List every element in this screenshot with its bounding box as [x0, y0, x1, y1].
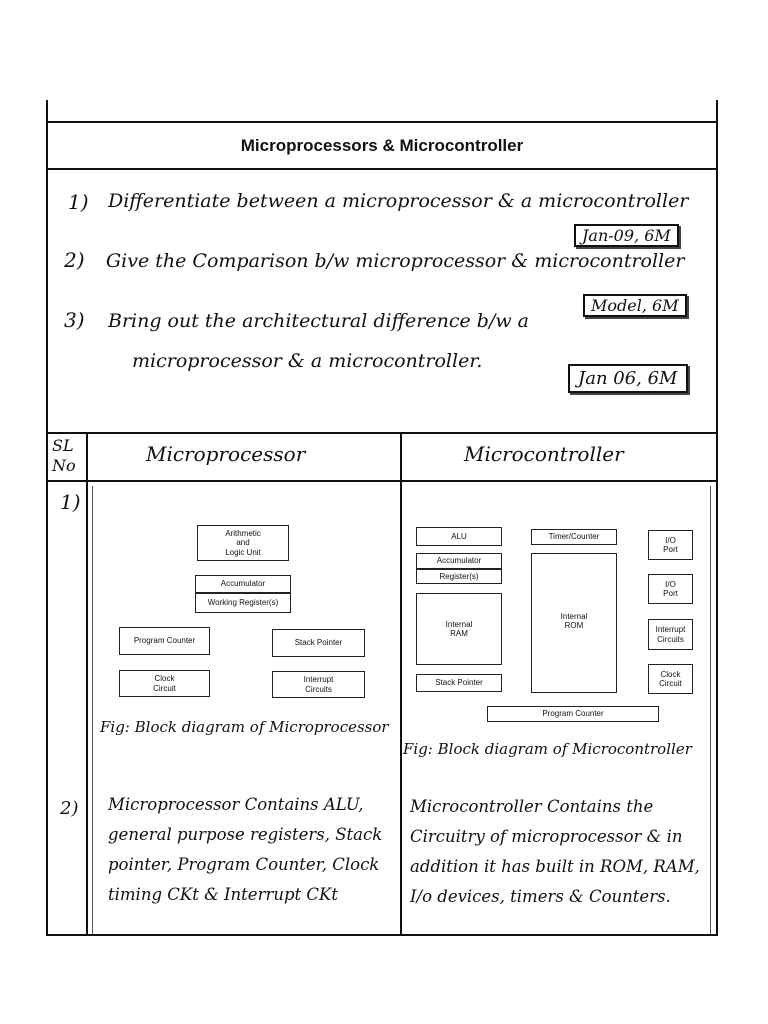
question-3-text-line1: Bring out the architectural difference b/w a — [108, 310, 529, 332]
col-divider-mid — [400, 432, 402, 935]
table-top-border — [46, 432, 718, 434]
question-2-text: Give the Comparison b/w microprocessor & microcontroller — [106, 250, 685, 272]
mc-clock-circuit-block: Clock Circuit — [648, 664, 693, 694]
inner-left-rule — [92, 486, 93, 934]
tag-jan-06: Jan 06, 6M — [568, 364, 688, 393]
mp-diagram-caption: Fig: Block diagram of Microprocessor — [100, 718, 389, 736]
mc-internal-rom-block: Internal ROM — [531, 553, 617, 693]
mc-stack-pointer-block: Stack Pointer — [416, 674, 502, 692]
mc-alu-block: ALU — [416, 527, 502, 546]
mp-alu-block: Arithmetic and Logic Unit — [197, 525, 289, 561]
mc-interrupt-circuits-block: Interrupt Circuits — [648, 619, 693, 650]
question-1-text: Differentiate between a microprocessor & a microcontroller — [108, 190, 689, 212]
question-3-text-line2: microprocessor & a microcontroller. — [132, 350, 483, 372]
mp-clock-circuit-block: Clock Circuit — [119, 670, 210, 697]
microprocessor-column-header: Microprocessor — [146, 442, 306, 466]
mc-io-port-2-block: I/O Port — [648, 574, 693, 604]
col-divider-sl — [86, 432, 88, 935]
frame-left-top — [46, 100, 48, 122]
page-title: Microprocessors & Microcontroller — [240, 136, 524, 155]
question-3-number: 3) — [64, 308, 85, 332]
mc-diagram-caption: Fig: Block diagram of Microcontroller — [403, 740, 692, 758]
mp-program-counter-block: Program Counter — [119, 627, 210, 655]
tag-model: Model, 6M — [583, 294, 687, 317]
row-1-number: 1) — [60, 490, 81, 514]
mc-timer-counter-block: Timer/Counter — [531, 529, 617, 545]
microcontroller-column-header: Microcontroller — [464, 442, 624, 466]
tag-jan-09: Jan-09, 6M — [574, 224, 679, 247]
mp-description: Microprocessor Contains ALU, general purpose registers, Stack pointer, Program Counter, Clock timing CKt & Interrupt CKt — [108, 795, 383, 904]
mc-program-counter-block: Program Counter — [487, 706, 659, 722]
table-header-divider — [46, 480, 718, 482]
title-divider — [46, 168, 718, 170]
mc-internal-ram-block: Internal RAM — [416, 593, 502, 665]
row-2-number: 2) — [60, 798, 79, 819]
mp-working-registers-block: Working Register(s) — [195, 593, 291, 613]
frame-top-border — [46, 121, 718, 123]
table-bottom-border — [46, 934, 718, 936]
mc-description: Microcontroller Contains the Circuitry of microprocessor & in addition it has built in ROM, RAM, I/o devices, timers & Counters. — [410, 797, 700, 906]
frame-left — [46, 121, 48, 936]
mp-stack-pointer-block: Stack Pointer — [272, 629, 365, 657]
mp-accumulator-block: Accumulator — [195, 575, 291, 593]
mc-accumulator-block: Accumulator — [416, 553, 502, 569]
frame-right-top — [716, 100, 718, 122]
mc-io-port-1-block: I/O Port — [648, 530, 693, 560]
sl-no-header: SL No — [52, 436, 76, 475]
mc-registers-block: Register(s) — [416, 569, 502, 584]
frame-right — [716, 121, 718, 936]
question-2-number: 2) — [64, 248, 85, 272]
inner-right-rule — [710, 486, 711, 934]
mp-interrupt-circuits-block: Interrupt Circuits — [272, 671, 365, 698]
question-1-number: 1) — [68, 190, 89, 214]
